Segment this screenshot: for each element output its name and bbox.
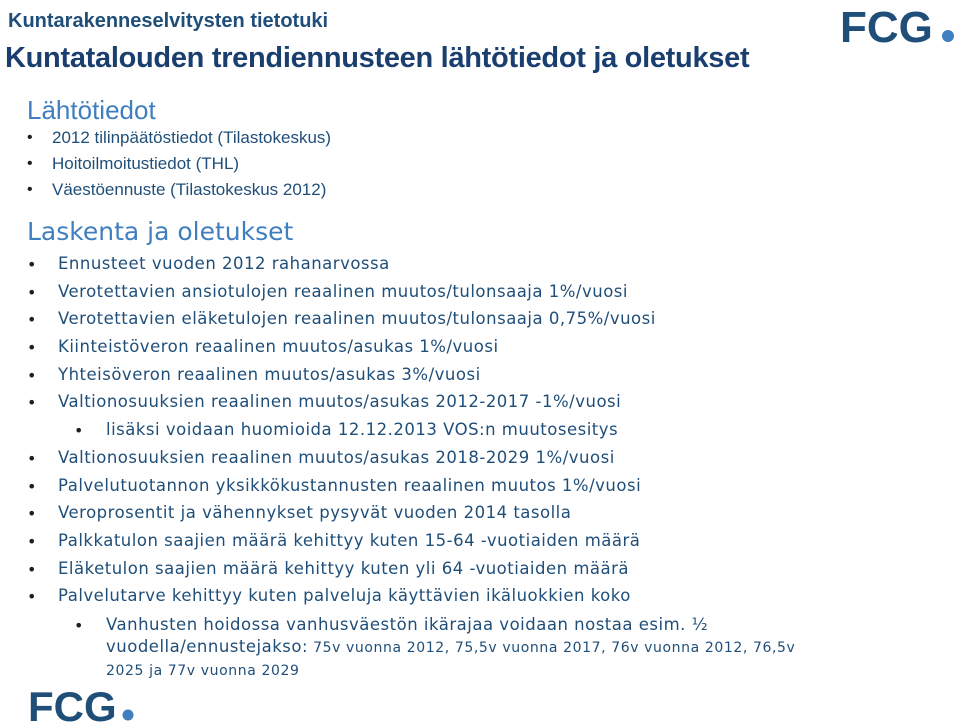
fcg-logo-text: FCG xyxy=(28,684,117,726)
list-item: • Verotettavien eläketulojen reaalinen muutos/tulonsaaja 0,75%/vuosi xyxy=(27,309,656,330)
sub-item-line3: 2025 ja 77v vuonna 2029 xyxy=(106,662,300,679)
list-item: • Eläketulon saajien määrä kehittyy kuten yli 64 -vuotiaiden määrä xyxy=(27,558,630,579)
fcg-logo-text: FCG xyxy=(840,4,933,48)
bullet-icon: • xyxy=(27,559,37,579)
list-item: • Palvelutarve kehittyy kuten palveluja käyttävien ikäluokkien koko xyxy=(27,586,631,607)
assumption-list xyxy=(0,254,795,682)
list-item: • Hoitoilmoitustiedot (THL) xyxy=(27,154,240,173)
bullet-icon: • xyxy=(74,421,84,441)
bullet-icon: • xyxy=(27,587,37,607)
section-heading-lahtotiedot: Lähtötiedot xyxy=(27,95,156,125)
bullet-icon: • xyxy=(27,448,37,468)
bullet-icon: • xyxy=(27,393,37,413)
bullet-icon: • xyxy=(27,181,33,198)
list-item: • Väestöennuste (Tilastokeskus 2012) xyxy=(27,180,327,199)
fcg-logo-top xyxy=(840,4,956,48)
list-item: • Veroprosentit ja vähennykset pysyvät vuoden 2014 tasolla xyxy=(27,503,572,524)
list-item: • Verotettavien ansiotulojen reaalinen muutos/tulonsaaja 1%/vuosi xyxy=(27,281,628,302)
bullet-icon: • xyxy=(27,129,33,146)
source-list xyxy=(0,128,331,206)
sub-item-line1: Vanhusten hoidossa vanhusväestön ikärajaa voidaan nostaa esim. ½ xyxy=(106,614,709,634)
list-sub-item xyxy=(0,614,795,682)
list-sub-item: • lisäksi voidaan huomioida 12.12.2013 VOS:n muutosesitys xyxy=(74,420,619,441)
list-item: • Ennusteet vuoden 2012 rahanarvossa xyxy=(27,254,390,274)
fcg-logo-dot xyxy=(123,710,134,721)
list-item: • Valtionosuuksien reaalinen muutos/asukas 2018-2029 1%/vuosi xyxy=(27,447,615,468)
list-item: • Palvelutuotannon yksikkökustannusten reaalinen muutos 1%/vuosi xyxy=(27,475,642,496)
bullet-icon: • xyxy=(27,282,37,302)
bullet-icon: • xyxy=(27,155,33,172)
list-item: • Yhteisöveron reaalinen muutos/asukas 3%/vuosi xyxy=(27,364,481,385)
page-title: Kuntatalouden trendiennusteen lähtötiedot ja oletukset xyxy=(5,42,750,74)
bullet-icon: • xyxy=(27,476,37,496)
bullet-icon: • xyxy=(27,531,37,551)
list-item: • Valtionosuuksien reaalinen muutos/asukas 2012-2017 -1%/vuosi xyxy=(27,392,622,413)
header-subtitle: Kuntarakenneselvitysten tietotuki xyxy=(8,10,329,32)
list-item: • 2012 tilinpäätöstiedot (Tilastokeskus) xyxy=(27,128,332,147)
fcg-logo-dot xyxy=(942,30,954,42)
sub-item-line2-lead: vuodella/ennustejakso: xyxy=(106,636,309,656)
bullet-icon: • xyxy=(27,365,37,385)
list-item: • Palkkatulon saajien määrä kehittyy kuten 15-64 -vuotiaiden määrä xyxy=(27,530,641,551)
sub-item-line2-rest: 75v vuonna 2012, 75,5v vuonna 2017, 76v vuonna 2012, 76,5v xyxy=(308,639,796,656)
bullet-icon: • xyxy=(74,615,84,635)
bullet-icon: • xyxy=(27,310,37,330)
section-heading-laskenta: Laskenta ja oletukset xyxy=(27,217,294,246)
bullet-icon: • xyxy=(27,338,37,358)
bullet-icon: • xyxy=(27,504,37,524)
list-item: • Kiinteistöveron reaalinen muutos/asukas 1%/vuosi xyxy=(27,337,499,358)
fcg-logo-bottom xyxy=(28,684,136,726)
bullet-icon: • xyxy=(27,255,37,274)
